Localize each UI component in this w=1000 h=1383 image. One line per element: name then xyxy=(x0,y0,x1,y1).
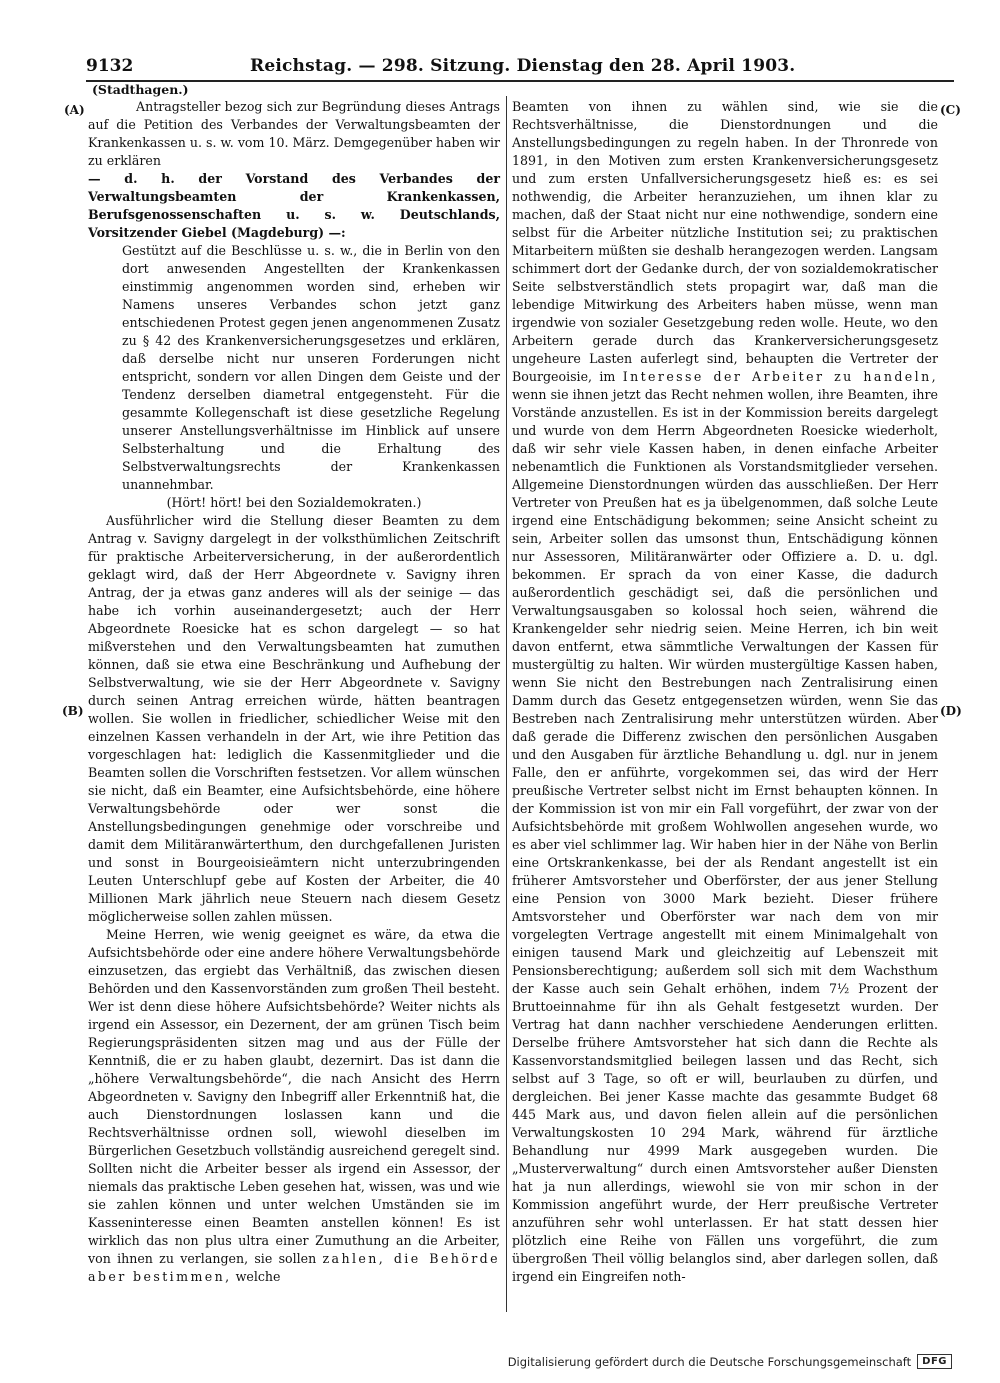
page-number: 9132 xyxy=(86,56,134,76)
left-column xyxy=(88,98,500,1286)
credit-text: Digitalisierung gefördert durch die Deutsche Forschungsgemeinschaft xyxy=(507,1354,912,1369)
quoted-declaration xyxy=(122,242,500,494)
margin-mark-d: (D) xyxy=(940,704,962,718)
emphasized-text: zahlen, die Behörde aber bestimmen, xyxy=(88,1251,500,1284)
paragraph xyxy=(88,926,500,1286)
margin-mark-b: (B) xyxy=(62,704,84,718)
speaker-tag: (Stadthagen.) xyxy=(92,82,189,97)
paragraph-text: Meine Herren, wie wenig geeignet es wäre, da etwa die Aufsichtsbehörde oder eine andere höhere Verwaltungsbehörde einzusetzen, das ergiebt das Verhältniß, das zwischen diesen Behörden und den Kassenvorständen zum großen Theil besteht. Wer ist denn diese höhere Aufsichtsbehörde? Weiter nichts als irgend ein Assessor, ein Dezernent, der am grünen Tisch beim Regierungspräsidenten sitzen mag und aus der Fülle der Kenntniß, die er zu haben glaubt, dezernirt. Das ist dann die „höhere Verwaltungsbehörde“, die nach Ansicht des Herrn Abgeordneten v. Savigny den Inbegriff aller Erkenntniß hat, die auch Dienstordnungen loslassen kann und die Rechtsverhältnisse ordnen soll, wiewohl dieselben im Bürgerlichen Gesetzbuch vollständig ausreichend geregelt sind. Sollten nicht die Arbeiter besser als irgend ein Assessor, der niemals das praktische Leben gesehen hat, wissen, was und wie sie zahlen können und unter welchen Umständen sie im Kasseninteresse einen Beamten anstellen können! Es ist wirklich das non plus ultra einer Zumuthung an die Arbeiter, von ihnen zu verlangen, sie sollen xyxy=(88,927,500,1266)
paragraph: Antragsteller bezog sich zur Begründung dieses Antrags auf die Petition des Verbandes der Verwaltungsbeamten der Krankenkassen u. s. w. vom 10. März. Demgegenüber haben wir zu erklären xyxy=(88,99,500,168)
margin-mark-a: (A) xyxy=(64,103,85,117)
dfg-logo-icon: DFG xyxy=(917,1354,952,1369)
paragraph: Ausführlicher wird die Stellung dieser Beamten zu dem Antrag v. Savigny dargelegt in der volksthümlichen Zeitschrift für praktische Arbeiterversicherung, in der außerordentlich geklagt wird, daß der Herr Abgeordnete v. Savigny ihren Antrag, der ja etwas ganz anderes will als der seinige — das habe ich vorhin auseinandergesetzt; auch der Herr Abgeordnete Roesicke hat es schon dargelegt — so hat mißverstehen und den Verwaltungsbeamten hat zumuthen können, daß sie etwa eine Beschränkung und Aufhebung der Selbstverwaltung, wie sie der Herr Abgeordnete v. Savigny durch seinen Antrag erreichen würde, hätten beantragen wollen. Sie wollen in friedlicher, schiedlicher Weise mit den einzelnen Kassen verhandeln in der Art, wie ihre Petition das vorgeschlagen hat: lediglich die Kassenmitglieder und die Beamten sollen die Vorschriften festsetzen. Vor allem wünschen sie nicht, daß ein Beamter, eine Aufsichtsbehörde, eine höhere Verwaltungsbehörde oder wer sonst die Anstellungsbedingungen genehmige oder vorschreibe und damit dem Militäranwärterthum, den durchgefallenen Juristen und sonst in Bourgeoisieämtern nicht unterzubringenden Leuten Unterschlupf gebe auf Kosten der Arbeiter, die 40 Millionen Mark jährlich neue Steuern nach diesem Gesetz möglicherweise sollen zahlen müssen. xyxy=(88,513,500,924)
emphasized-text: Interesse der Arbeiter zu handeln, xyxy=(622,369,938,384)
digitization-credit xyxy=(508,1354,952,1369)
quote-text: Gestützt auf die Beschlüsse u. s. w., die in Berlin von den dort anwesenden Angestellten der Krankenkassen einstimmig angenommen worden sind, erheben wir Namens unseres Verbandes schon jetzt ganz entschiedenen Protest gegen jenen angenommenen Zusatz zu § 42 des Krankenversicherungsgesetzes und erklären, daß derselbe nicht nur unseren Forderungen nicht entspricht, sondern vor allen Dingen dem Geiste und der Tendenz derselben diametral entgegensteht. xyxy=(122,243,500,402)
quote-text: Für die gesammte Kollegenschaft ist diese gesetzliche Regelung unserer Anstellungsverhältnisse im Hinblick auf unsere Selbsterhaltung und die Erhaltung des Selbstverwaltungsrechts der Krankenkassen unannehmbar. xyxy=(122,387,500,492)
paragraph: — d. h. der Vorstand des Verbandes der Verwaltungsbeamten der Krankenkassen, Berufsgenossenschaften u. s. w. Deutschlands, Vorsitzender Giebel (Magdeburg) —: xyxy=(88,171,500,240)
interjection: (Hört! hört! bei den Sozialdemokraten.) xyxy=(166,495,422,510)
right-column xyxy=(512,98,938,1286)
paragraph-text: welche xyxy=(231,1269,281,1284)
paragraph-text: wenn sie ihnen jetzt das Recht nehmen wollen, ihre Beamten, ihre Vorstände anzustellen. Es ist in der Kommission bereits dargelegt und wurde von dem Herrn Abgeordneten Roesicke wiederholt, daß wir sehr viele Kassen haben, in denen einfache Arbeiter nebenamtlich die Funktionen als Vorstandsmitglieder versehen. Allgemeine Dienstordnungen würden das ausschließen. Der Herr Vertreter von Preußen hat es ja übelgenommen, daß solche Leute irgend eine Entschädigung bekommen; seine Ansicht scheint zu sein, Arbeiter sollen das umsonst thun, Entschädigung können nur Assessoren, Militäranwärter oder Offiziere a. D. u. dgl. bekommen. Er sprach da von einer Kasse, die dadurch außerordentlich geschädigt sei, daß die persönlichen und Verwaltungsausgaben so kolossal hoch seien, während die Krankengelder sehr niedrig seien. Meine Herren, ich bin weit davon entfernt, etwa sämmtliche Verwaltungen der Kassen für mustergültig zu halten. Wir würden mustergültige Kassen haben, wenn Sie nicht den Bestrebungen nach Zentralisirung einen Damm durch das Gesetz entgegensetzen würden, wenn Sie das Bestreben nach Zentralisirung mehr unterstützen würden. Aber daß gerade die Differenz zwischen den persönlichen Ausgaben und den Ausgaben für ärztliche Behandlung u. dgl. nur in jenem Falle, den er anführte, vorgekommen sei, das wird der Herr preußische Vertreter selbst nicht im Ernst behaupten können. In der Kommission ist von mir ein Fall vorgeführt, der zwar von der Aufsichtsbehörde mit großem Wohlwollen angesehen wurde, wo es aber viel schlimmer lag. Wir haben hier in der Nähe von Berlin eine Ortskrankenkasse, bei der als Rendant angestellt ist ein früherer Amtsvorsteher und Oberförster, der aus jener Stellung eine Pension von 3000 Mark bezieht. Dieser frühere Amtsvorsteher und Oberförster war nach dem von mir vorgelegten Vertrage angestellt mit einem Minimalgehalt von einigen tausend Mark und gleichzeitig auf Lebenszeit mit Pensionsberechtigung; außerdem soll sich mit dem Wachsthum der Kasse auch sein Gehalt erhöhen, indem 7½ Prozent der Bruttoeinnahme für ihn als Gehalt festgesetzt wurden. Der Vertrag hat dann nachher verschiedene Aenderungen erlitten. Derselbe frühere Amtsvorsteher hat sich dann die Rechte als Kassenvorstandsmitglied beilegen lassen und das Recht, sich selbst auf 3 Tage, so oft er will, beurlauben zu dürfen, und dergleichen. Bei jener Kasse machte das gesammte Budget 68 445 Mark aus, und davon fielen allein auf die persönlichen Verwaltungskosten 10 294 Mark, während für ärztliche Behandlung nur 4999 Mark ausgegeben wurden. Die „Musterverwaltung“ durch einen Amtsvorsteher außer Diensten hat ja nun allerdings, wiewohl sie von mir schon in der Kommission angeführt wurde, der Herr preußische Vertreter anzuführen sehr wohl unterlassen. Er hat statt dessen hier plötzlich eine Reihe von Fällen uns vorgeführt, die zum übergroßen Theil völlig belanglos sind, aber darlegen sollen, daß irgend ein Eingreifen noth- xyxy=(512,387,938,1284)
column-rule xyxy=(506,96,507,1312)
paragraph xyxy=(512,98,938,1286)
margin-mark-c: (C) xyxy=(940,103,961,117)
header-rule xyxy=(86,80,954,82)
running-header: Reichstag. — 298. Sitzung. Dienstag den 28. April 1903. xyxy=(250,56,796,76)
paragraph-text: Beamten von ihnen zu wählen sind, wie sie die Rechtsverhältnisse, die Dienstordnungen und die Anstellungsbedingungen zu regeln haben. In der Thronrede von 1891, in den Motiven zum ersten Krankenversicherungsgesetz und zum ersten Unfallversicherungsgesetz hieß es: es sei nothwendig, die Arbeiter heranzuziehen, um ihnen klar zu machen, daß der Staat nicht nur eine nothwendige, sondern eine selbst für die Arbeiter nützliche Institution sei; zu praktischen Mitarbeitern müßten sie deshalb herangezogen werden. Langsam schimmert dort der Gedanke durch, der von sozialdemokratischer Seite selbstverständlich stets propagirt war, daß man die lebendige Mitwirkung des Arbeiters haben müsse, wenn man irgendwie von sozialer Gesetzgebung reden wolle. Heute, wo den Arbeitern gerade durch das Krankerversicherungsgesetz ungeheure Lasten auferlegt sind, behaupten die Vertreter der Bourgeoisie, im xyxy=(512,99,938,384)
